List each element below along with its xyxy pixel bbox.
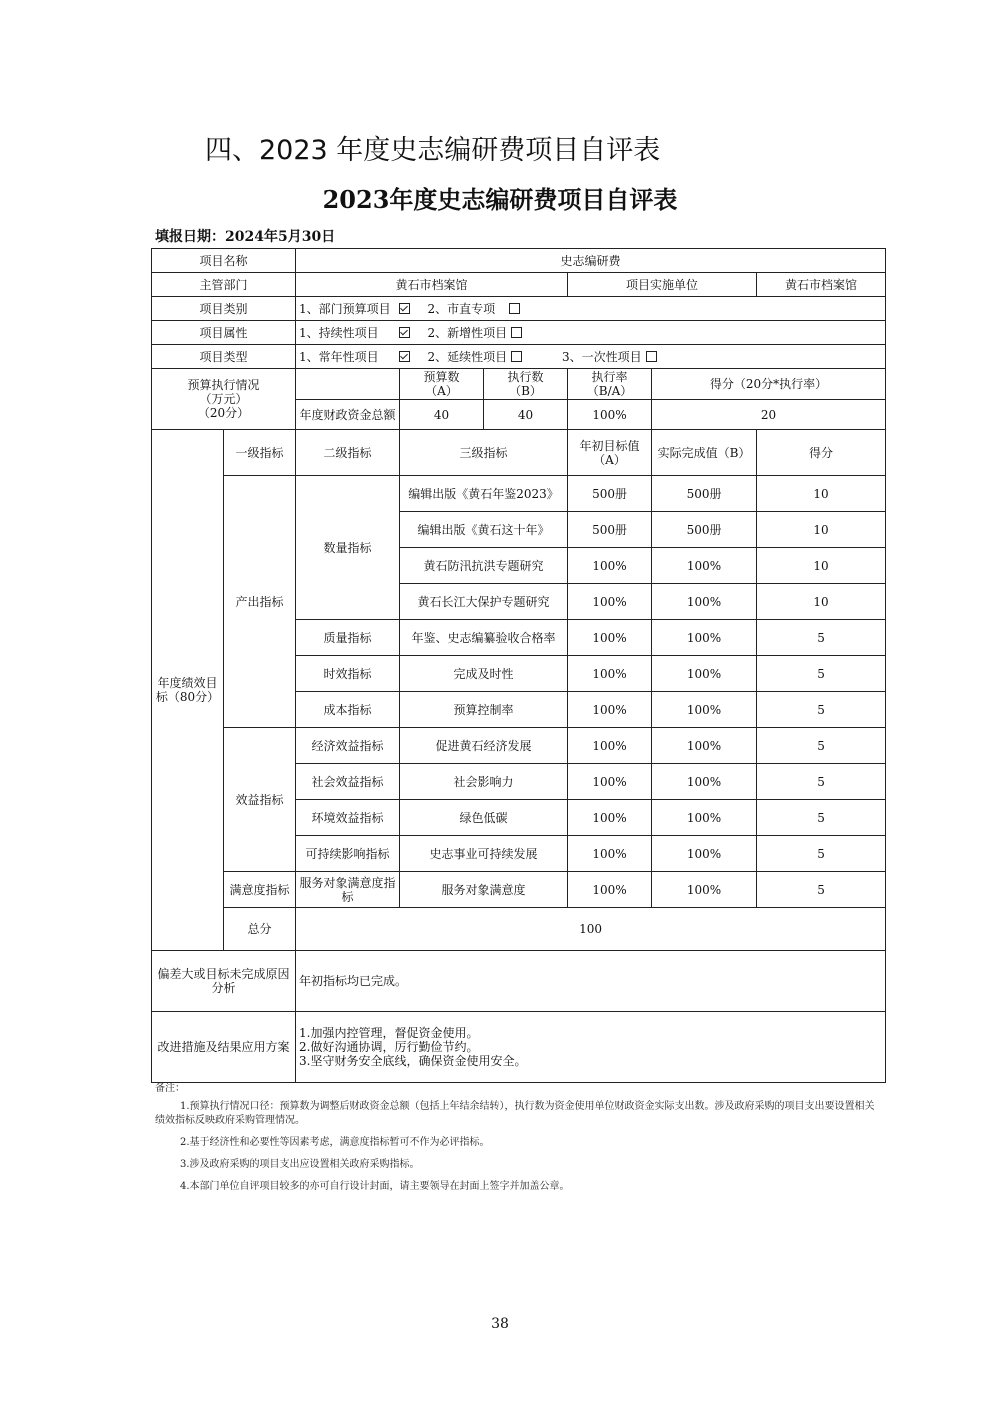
output-indicator-label: 产出指标 [224,476,296,728]
type-opt3-label: 3、一次性项目 [561,349,642,364]
budget-a-value: 40 [400,400,484,430]
social-indicator-label: 社会效益指标 [296,764,400,800]
indicator-name: 黄石防汛抗洪专题研究 [400,548,568,584]
indicator-target: 500册 [568,512,652,548]
indicator-target: 100% [568,620,652,656]
total-value: 100 [296,908,886,951]
improvement-line2: 2.做好沟通协调，厉行勤俭节约。 [299,1040,479,1054]
indicator-name: 社会影响力 [400,764,568,800]
perf-h-target: 年初目标值（A） [568,430,652,476]
perf-h-level1: 一级指标 [224,430,296,476]
indicator-target: 100% [568,764,652,800]
perf-h-level3: 三级指标 [400,430,568,476]
budget-col-b [484,369,568,400]
indicator-name: 绿色低碳 [400,800,568,836]
service-satisfaction-label: 服务对象满意度指标 [296,872,400,908]
improvement-line3: 3.坚守财务安全底线，确保资金使用安全。 [299,1054,527,1068]
category-opt2 [427,302,520,316]
fill-date: 填报日期：2024年5月30日 [155,229,336,245]
attribute-opt1 [299,326,410,340]
table-row [152,872,886,908]
budget-col-rate-sub: （B/A） [586,384,633,398]
indicator-name: 服务对象满意度 [400,872,568,908]
indicator-score: 5 [757,872,886,908]
improvement-value [296,1012,886,1083]
indicator-actual: 100% [652,548,757,584]
budget-label [152,369,296,430]
indicator-score: 10 [757,512,886,548]
budget-label-line2: （万元） [199,392,248,406]
budget-col-a-sub: （A） [425,384,458,398]
deviation-value: 年初指标均已完成。 [296,951,886,1012]
perf-label: 年度绩效目标（80分） [152,430,224,951]
indicator-score: 5 [757,836,886,872]
note-1: 1.预算执行情况口径：预算数为调整后财政资金总额（包括上年结余结转），执行数为资金使用单位财政资金实际支出数。涉及政府采购的项目支出要设置相关绩效指标反映政府采购管理情况。 [155,1101,875,1126]
indicator-target: 100% [568,692,652,728]
budget-col-b-label: 执行数 [507,370,544,384]
budget-rate-value: 100% [568,400,652,430]
indicator-actual: 500册 [652,512,757,548]
economic-indicator-label: 经济效益指标 [296,728,400,764]
row-dept [152,273,886,297]
budget-score-value: 20 [652,400,886,430]
indicator-target: 100% [568,872,652,908]
evaluation-table [151,248,886,1083]
benefit-indicator-label: 效益指标 [224,728,296,872]
indicator-score: 5 [757,764,886,800]
row-budget-header [152,369,886,400]
category-options [296,297,886,321]
budget-label-line1: 预算执行情况 [187,378,260,392]
indicator-score: 10 [757,548,886,584]
indicator-actual: 100% [652,872,757,908]
project-name-label: 项目名称 [152,249,296,273]
indicator-name: 完成及时性 [400,656,568,692]
indicator-score: 5 [757,800,886,836]
budget-col-a-label: 预算数 [423,370,460,384]
attribute-options [296,321,886,345]
timeliness-indicator-label: 时效指标 [296,656,400,692]
attribute-opt1-label: 1、持续性项目 [299,325,379,340]
checked-checkbox-icon [399,351,410,362]
type-opt3 [562,350,657,364]
indicator-name: 编辑出版《黄石年鉴2023》 [400,476,568,512]
note-3: 3.涉及政府采购的项目支出应设置相关政府采购指标。 [180,1159,420,1170]
indicator-name: 黄石长江大保护专题研究 [400,584,568,620]
row-category [152,297,886,321]
row-type [152,345,886,369]
indicator-score: 10 [757,476,886,512]
document-title: 2023年度史志编研费项目自评表 [322,185,678,214]
indicator-actual: 100% [652,728,757,764]
type-opt2 [427,350,522,364]
page-number: 38 [491,1316,509,1332]
type-options [296,345,886,369]
type-label: 项目类型 [152,345,296,369]
cost-indicator-label: 成本指标 [296,692,400,728]
budget-col-b-sub: （B） [509,384,542,398]
improvement-label: 改进措施及结果应用方案 [152,1012,296,1083]
budget-col-rate [568,369,652,400]
indicator-target: 100% [568,800,652,836]
category-opt2-label: 2、市直专项 [427,301,496,316]
indicator-actual: 100% [652,692,757,728]
indicator-score: 5 [757,656,886,692]
category-opt1 [299,302,410,316]
row-attribute [152,321,886,345]
attribute-label: 项目属性 [152,321,296,345]
indicator-target: 100% [568,548,652,584]
attribute-opt2-label: 2、新增性项目 [427,325,508,340]
row-perf-header [152,430,886,476]
row-project-name [152,249,886,273]
perf-h-level2: 二级指标 [296,430,400,476]
indicator-actual: 100% [652,836,757,872]
attribute-opt2 [427,326,522,340]
section-heading: 四、2023 年度史志编研费项目自评表 [205,135,661,166]
empty-checkbox-icon [646,351,657,362]
budget-b-value: 40 [484,400,568,430]
empty-checkbox-icon [511,351,522,362]
budget-col-rate-label: 执行率 [591,370,628,384]
notes-section [155,1082,883,1202]
indicator-score: 5 [757,692,886,728]
indicator-target: 100% [568,728,652,764]
type-opt1 [299,350,410,364]
satisfaction-indicator-label: 满意度指标 [224,872,296,908]
quality-indicator-label: 质量指标 [296,620,400,656]
perf-h-actual: 实际完成值（B） [652,430,757,476]
indicator-score: 5 [757,620,886,656]
row-improvement [152,1012,886,1083]
budget-row-label: 年度财政资金总额 [296,400,400,430]
empty-checkbox-icon [509,303,520,314]
indicator-target: 100% [568,656,652,692]
budget-header-blank [296,369,400,400]
indicator-actual: 100% [652,764,757,800]
indicator-score: 10 [757,584,886,620]
project-name-value: 史志编研费 [296,249,886,273]
sustainability-indicator-label: 可持续影响指标 [296,836,400,872]
row-total [152,908,886,951]
note-2: 2.基于经济性和必要性等因素考虑，满意度指标暂可不作为必评指标。 [180,1137,490,1148]
perf-h-score: 得分 [757,430,886,476]
empty-checkbox-icon [511,327,522,338]
notes-label: 备注： [155,1083,185,1094]
budget-label-line3: （20分） [197,406,250,420]
table-row [152,476,886,512]
indicator-target: 500册 [568,476,652,512]
indicator-name: 预算控制率 [400,692,568,728]
impl-unit-label: 项目实施单位 [568,273,757,297]
quantity-indicator-label: 数量指标 [296,476,400,620]
indicator-score: 5 [757,728,886,764]
dept-label: 主管部门 [152,273,296,297]
deviation-label: 偏差大或目标未完成原因分析 [152,951,296,1012]
table-row [152,728,886,764]
budget-col-a [400,369,484,400]
indicator-actual: 500册 [652,476,757,512]
total-label: 总分 [224,908,296,951]
indicator-actual: 100% [652,584,757,620]
indicator-name: 史志事业可持续发展 [400,836,568,872]
indicator-actual: 100% [652,656,757,692]
type-opt2-label: 2、延续性项目 [427,349,508,364]
budget-col-score: 得分（20分*执行率） [652,369,886,400]
checked-checkbox-icon [399,303,410,314]
impl-unit-value: 黄石市档案馆 [757,273,886,297]
improvement-line1: 1.加强内控管理，督促资金使用。 [299,1026,479,1040]
dept-value: 黄石市档案馆 [296,273,568,297]
category-label: 项目类别 [152,297,296,321]
note-4: 4.本部门单位自评项目较多的亦可自行设计封面，请主要领导在封面上签字并加盖公章。 [180,1181,570,1192]
indicator-name: 编辑出版《黄石这十年》 [400,512,568,548]
indicator-actual: 100% [652,800,757,836]
environment-indicator-label: 环境效益指标 [296,800,400,836]
row-deviation [152,951,886,1012]
indicator-target: 100% [568,584,652,620]
indicator-name: 促进黄石经济发展 [400,728,568,764]
indicator-actual: 100% [652,620,757,656]
checked-checkbox-icon [399,327,410,338]
indicator-name: 年鉴、史志编纂验收合格率 [400,620,568,656]
indicator-target: 100% [568,836,652,872]
category-opt1-label: 1、部门预算项目 [299,301,391,316]
type-opt1-label: 1、常年性项目 [299,349,379,364]
